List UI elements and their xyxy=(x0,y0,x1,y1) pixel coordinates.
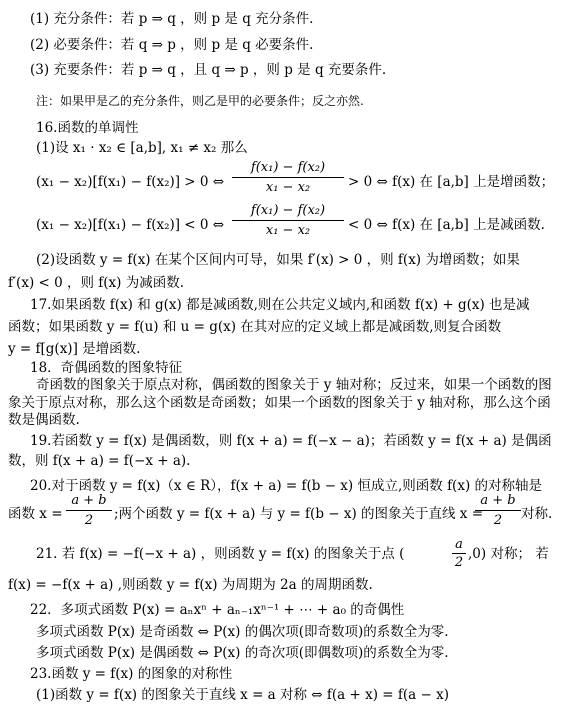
section20-axis-fraction xyxy=(66,494,112,527)
section22-heading: 22．多项式函数 P(x) = aₙxⁿ + aₙ₋₁xⁿ⁻¹ + ⋯ + a₀ 的奇偶性 xyxy=(30,602,405,618)
section20-line2-b: ;两个函数 y = f(x + a) 与 y = f(b − x) 的图象关于直线 x = xyxy=(114,506,484,522)
section16-item2-line2: f′(x) < 0 ，则 f(x) 为减函数. xyxy=(8,275,185,291)
decreasing-difference-quotient xyxy=(232,204,344,237)
section20-axis-numerator: a + b xyxy=(66,494,112,511)
section20-axis-denominator: 2 xyxy=(84,513,94,528)
section17-line1: 17.如果函数 f(x) 和 g(x) 都是减函数,则在公共定义域内,和函数 f(x) + g(x) 也是减 xyxy=(30,297,530,313)
section22-even-line: 多项式函数 P(x) 是偶函数 ⇔ P(x) 的奇次项(即偶数项)的系数全为零. xyxy=(36,645,449,661)
section17-line2: 函数；如果函数 y = f(u) 和 u = g(x) 在其对应的定义域上都是减函数,则复合函数 xyxy=(8,319,502,335)
section21-point-numerator: a xyxy=(452,538,466,554)
section21-line1-a: 21. 若 f(x) = −f(−x + a) ，则函数 y = f(x) 的图象关于点 ( xyxy=(36,546,405,562)
increasing-formula-left: (x₁ − x₂)[f(x₁) − f(x₂)] > 0 ⇔ xyxy=(36,174,225,190)
section20-line1: 20.对于函数 y = f(x)（x ∈ R），f(x + a) = f(b − x) 恒成立,则函数 f(x) 的对称轴是 xyxy=(30,478,542,494)
section20-line-numerator: a + b xyxy=(475,494,521,511)
section16-item2-line1: (2)设函数 y = f(x) 在某个区间内可导，如果 f′(x) > 0 ，则 f(x) 为增函数；如果 xyxy=(36,252,520,268)
decreasing-quotient-numerator: f(x₁) − f(x₂) xyxy=(232,204,344,221)
condition-note: 注：如果甲是乙的充分条件，则乙是甲的必要条件；反之亦然. xyxy=(36,94,364,108)
section16-item1-intro: (1)设 x₁ · x₂ ∈ [a,b], x₁ ≠ x₂ 那么 xyxy=(36,140,248,156)
section16-heading: 16.函数的单调性 xyxy=(36,120,139,136)
section22-odd-line: 多项式函数 P(x) 是奇函数 ⇔ P(x) 的偶次项(即奇数项)的系数全为零. xyxy=(36,624,449,640)
iff-condition-line: (3) 充要条件：若 p ⇒ q ，且 q ⇒ p ，则 p 是 q 充要条件. xyxy=(30,62,387,78)
decreasing-formula-right: < 0 ⇔ f(x) 在 [a,b] 上是减函数. xyxy=(348,217,545,233)
section21-line1-b: ,0) 对称； 若 xyxy=(468,546,549,562)
section21-point-denominator: 2 xyxy=(454,555,464,570)
decreasing-formula-left: (x₁ − x₂)[f(x₁) − f(x₂)] < 0 ⇔ xyxy=(36,217,225,233)
section21-line2: f(x) = −f(x + a) ,则函数 y = f(x) 为周期为 2a 的周期函数. xyxy=(8,577,373,593)
necessary-condition-line: (2) 必要条件：若 q ⇒ p ，则 p 是 q 必要条件. xyxy=(30,37,314,53)
section20-line-denominator: 2 xyxy=(493,513,503,528)
decreasing-quotient-denominator: x₁ − x₂ xyxy=(265,223,311,238)
increasing-difference-quotient xyxy=(232,161,344,194)
section19-line1: 19.若函数 y = f(x) 是偶函数，则 f(x + a) = f(−x − a)；若函数 y = f(x + a) 是偶函 xyxy=(30,433,552,449)
section18-line2: 象关于原点对称，那么这个函数是奇函数；如果一个函数的图象关于 y 轴对称，那么这个函 xyxy=(8,395,551,411)
increasing-formula-right: > 0 ⇔ f(x) 在 [a,b] 上是增函数； xyxy=(348,174,555,190)
section18-heading: 18．奇偶函数的图象特征 xyxy=(30,360,183,376)
section23-item1: (1)函数 y = f(x) 的图象关于直线 x = a 对称 ⇔ f(a + x) = f(a − x) xyxy=(36,687,449,703)
section18-line1: 奇函数的图象关于原点对称，偶函数的图象关于 y 轴对称；反过来，如果一个函数的图 xyxy=(36,377,552,393)
section20-line2-c: 对称. xyxy=(521,506,553,522)
sufficient-condition-line: (1) 充分条件：若 p ⇒ q ，则 p 是 q 充分条件. xyxy=(30,11,314,27)
section23-heading: 23.函数 y = f(x) 的图象的对称性 xyxy=(30,666,233,682)
section21-point-fraction xyxy=(452,538,466,569)
section20-line2-a: 函数 x = xyxy=(8,506,63,522)
section19-line2: 数，则 f(x + a) = f(−x + a). xyxy=(8,453,191,469)
increasing-quotient-denominator: x₁ − x₂ xyxy=(265,180,311,195)
section20-line-fraction xyxy=(475,494,521,527)
increasing-quotient-numerator: f(x₁) − f(x₂) xyxy=(232,161,344,178)
section18-line3: 数是偶函数. xyxy=(8,412,80,428)
section17-line3: y = f[g(x)] 是增函数. xyxy=(8,341,141,357)
